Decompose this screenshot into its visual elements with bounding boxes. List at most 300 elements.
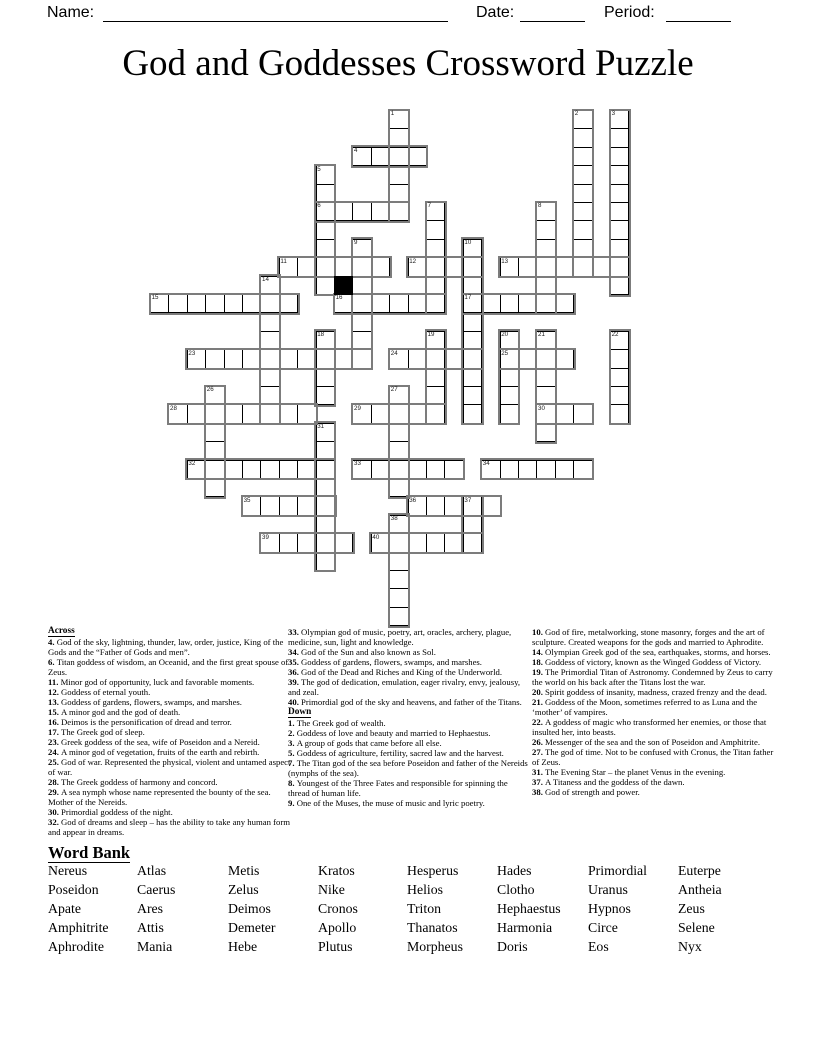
grid-cell	[592, 257, 611, 276]
grid-cell	[260, 496, 279, 515]
cell-number: 18	[317, 331, 325, 339]
grid-cell	[389, 441, 408, 460]
word-bank-item: Thanatos	[407, 920, 458, 935]
grid-cell	[389, 202, 408, 221]
grid-cell	[426, 276, 445, 295]
clue-item: 31. The Evening Star – the planet Venus in the evening.	[532, 767, 726, 777]
grid-cell	[352, 331, 371, 350]
grid-cell	[334, 349, 353, 368]
grid-cell	[573, 257, 592, 276]
grid-cell	[316, 276, 335, 295]
grid-cell	[352, 312, 371, 331]
cell-number: 20	[501, 331, 509, 339]
cell-number: 29	[354, 404, 361, 412]
grid-cell	[316, 386, 335, 405]
word-bank-item: Antheia	[678, 882, 722, 897]
word-bank-item: Atlas	[137, 863, 167, 878]
cell-number: 30	[538, 404, 545, 412]
grid-cell	[205, 460, 224, 479]
word-bank-item: Euterpe	[678, 863, 721, 878]
grid-cell	[536, 257, 555, 276]
grid-cell	[389, 404, 408, 423]
cell-number: 14	[262, 276, 269, 283]
grid-cell	[260, 404, 279, 423]
word-bank-item: Triton	[407, 901, 442, 916]
grid-cell	[610, 165, 629, 184]
cell-number: 34	[482, 460, 490, 467]
word-bank-item: Apate	[48, 901, 81, 916]
grid-cell	[426, 368, 445, 387]
word-bank	[48, 861, 778, 956]
cell-number: 26	[206, 386, 214, 394]
grid-cell	[168, 294, 187, 313]
word-bank-item: Plutus	[318, 939, 353, 954]
clue-item: 27. The god of time. Not to be confused with Cronus, the Titan father of Zeus.	[532, 747, 774, 767]
grid-cell	[371, 147, 390, 166]
grid-cell	[444, 533, 463, 552]
cell-number: 15	[151, 294, 159, 302]
grid-cell	[389, 165, 408, 184]
grid-cell	[481, 496, 500, 515]
clue-item: 19. The Primordial Titan of Astronomy. Condemned by Zeus to carry the world on his back after the Titans lost the war.	[532, 667, 773, 687]
cell-number: 9	[354, 239, 358, 247]
grid-cell	[205, 423, 224, 442]
clue-item: 17. The Greek god of sleep.	[48, 726, 145, 737]
word-bank-item: Circe	[588, 920, 618, 935]
grid-cell	[224, 294, 243, 313]
grid-cell	[242, 404, 261, 423]
grid-cell	[426, 294, 445, 313]
grid-cell	[573, 404, 592, 423]
word-bank-item: Hesperus	[407, 863, 459, 878]
clue-item: 30. Primordial goddess of the night.	[48, 806, 173, 817]
clue-item: 12. Goddess of eternal youth.	[48, 686, 151, 697]
grid-cell	[316, 460, 335, 479]
grid-cell	[555, 349, 574, 368]
grid-cell	[297, 257, 316, 276]
grid-cell	[371, 404, 390, 423]
word-bank-item: Cronos	[318, 901, 358, 916]
grid-cell	[555, 404, 574, 423]
grid-cell	[389, 533, 408, 552]
across-heading: Across	[48, 626, 75, 636]
clue-item: 34. God of the Sun and also known as Sol.	[288, 647, 436, 657]
grid-cell	[242, 460, 261, 479]
grid-cell	[316, 441, 335, 460]
grid-cell	[260, 368, 279, 387]
grid-cell	[536, 220, 555, 239]
grid-cell	[371, 257, 390, 276]
grid-cell	[610, 184, 629, 203]
word-bank-item: Clotho	[497, 882, 535, 897]
word-bank-item: Aphrodite	[48, 939, 104, 954]
word-bank-item: Morpheus	[407, 939, 463, 954]
clue-item: 2. Goddess of love and beauty and married to Hephaestus.	[288, 727, 491, 738]
grid-cell	[426, 404, 445, 423]
clue-item: 8. Youngest of the Three Fates and responsible for spinning the thread of human life.	[288, 777, 508, 798]
clue-item: 16. Deimos is the personification of dread and terror.	[48, 716, 232, 727]
grid-cell	[205, 349, 224, 368]
grid-cell	[389, 128, 408, 147]
grid-cell	[371, 202, 390, 221]
grid-cell	[481, 294, 500, 313]
word-bank-item: Hades	[497, 863, 532, 878]
word-bank-item: Nereus	[48, 863, 88, 878]
grid-cell	[389, 423, 408, 442]
cell-number: 24	[390, 349, 398, 357]
grid-cell	[573, 165, 592, 184]
grid-cell	[518, 257, 537, 276]
grid-cell	[463, 349, 482, 368]
grid-cell	[389, 147, 408, 166]
grid-cell	[463, 276, 482, 295]
grid-cell	[279, 460, 298, 479]
word-bank-item: Kratos	[318, 863, 355, 878]
grid-cell	[352, 202, 371, 221]
grid-cell	[297, 496, 316, 515]
grid-cell	[408, 533, 427, 552]
clue-item: 5. Goddess of agriculture, fertility, sacred law and the harvest.	[288, 747, 504, 758]
grid-cell	[260, 331, 279, 350]
grid-cell	[500, 294, 519, 313]
grid-cell	[500, 368, 519, 387]
cell-number: 5	[317, 165, 321, 173]
clue-item: 14. Olympian Greek god of the sea, earthquakes, storms, and horses.	[532, 647, 771, 657]
grid-cell	[260, 294, 279, 313]
word-bank-item: Deimos	[228, 901, 271, 916]
grid-cell	[279, 294, 298, 313]
grid-cell	[518, 294, 537, 313]
grid-cell	[610, 239, 629, 258]
grid-cell	[316, 220, 335, 239]
grid-cell	[463, 404, 482, 423]
grid-cell	[610, 128, 629, 147]
grid-cell	[408, 147, 427, 166]
word-bank-item: Harmonia	[497, 920, 553, 935]
down-heading: Down	[288, 707, 312, 717]
grid-cell	[260, 312, 279, 331]
grid-cell	[536, 460, 555, 479]
cell-number: 17	[464, 294, 472, 302]
grid-cell	[536, 294, 555, 313]
grid-cell	[205, 441, 224, 460]
cell-number: 10	[464, 239, 472, 247]
cell-number: 13	[501, 257, 509, 265]
cell-number: 19	[427, 331, 435, 339]
clue-item: 18. Goddess of victory, known as the Winged Goddess of Victory.	[532, 657, 762, 667]
clue-item: 29. A sea nymph whose name represented the bounty of the sea. Mother of the Nereids.	[48, 786, 271, 807]
word-bank-item: Ares	[137, 901, 164, 916]
cell-number: 28	[170, 404, 177, 412]
word-bank-item: Uranus	[588, 882, 628, 897]
grid-cell	[279, 349, 298, 368]
cell-number: 3	[611, 110, 616, 118]
grid-cell	[316, 552, 335, 571]
grid-cell	[316, 515, 335, 534]
clue-item: 39. The god of dedication, emulation, eager rivalry, envy, jealousy, and zeal.	[288, 677, 521, 697]
clue-item: 4. God of the sky, lightning, thunder, law, order, justice, King of the Gods and the “Father of Gods and men”.	[48, 636, 284, 657]
grid-cell	[426, 220, 445, 239]
grid-cell	[205, 478, 224, 497]
clue-item: 32. God of dreams and sleep – has the ability to take any human form and appear in dreams.	[48, 816, 290, 837]
grid-cell	[389, 184, 408, 203]
grid-cell	[352, 257, 371, 276]
clue-item: 33. Olympian god of music, poetry, art, oracles, archery, plague, medicine, sun, light and knowledge.	[288, 627, 512, 647]
clue-item: 13. Goddess of gardens, flowers, swamps, and marshes.	[48, 696, 242, 707]
clue-item: 9. One of the Muses, the muse of music and lyric poetry.	[288, 797, 485, 808]
grid-cell	[316, 478, 335, 497]
grid-cell	[463, 368, 482, 387]
grid-cell	[426, 349, 445, 368]
grid-cell	[500, 386, 519, 405]
grid-cell	[316, 239, 335, 258]
word-bank-item: Selene	[678, 920, 715, 935]
grid-cell	[536, 368, 555, 387]
grid-cell	[352, 276, 371, 295]
clue-item: 25. God of war. Represented the physical, violent and untamed aspect of war.	[48, 756, 291, 777]
grid-cell	[389, 478, 408, 497]
word-bank-item: Attis	[137, 920, 164, 935]
grid-cell	[334, 533, 353, 552]
grid-cell	[536, 239, 555, 258]
clue-item: 3. A group of gods that came before all else.	[288, 737, 442, 748]
grid-cell	[610, 147, 629, 166]
grid-cell	[573, 147, 592, 166]
grid-cell	[371, 460, 390, 479]
grid-cell	[610, 404, 629, 423]
grid-cell	[518, 349, 537, 368]
grid-cell	[555, 460, 574, 479]
grid-cell	[297, 460, 316, 479]
cell-number: 23	[188, 349, 196, 357]
word-bank-item: Zelus	[228, 882, 259, 897]
name-blank-line	[103, 21, 448, 22]
cell-number: 12	[409, 257, 417, 265]
grid-cell	[316, 349, 335, 368]
word-bank-item: Zeus	[678, 901, 705, 916]
clue-item: 11. Minor god of opportunity, luck and favorable moments.	[48, 676, 255, 687]
down-clues-part1	[288, 718, 531, 808]
cell-number: 27	[390, 386, 398, 394]
period-label: Period:	[604, 4, 655, 21]
grid-cell	[426, 386, 445, 405]
cell-number: 33	[354, 460, 361, 467]
grid-cell	[555, 257, 574, 276]
period-blank-line	[666, 21, 731, 22]
grid-cell	[426, 460, 445, 479]
word-bank-heading: Word Bank	[48, 843, 131, 862]
cell-number: 6	[317, 202, 321, 210]
grid-cell	[260, 460, 279, 479]
grid-cell	[187, 404, 206, 423]
grid-cell	[408, 349, 427, 368]
grid-cell	[279, 533, 298, 552]
date-label: Date:	[476, 4, 515, 21]
date-blank-line	[520, 21, 585, 22]
grid-cell	[610, 202, 629, 221]
grid-cell	[205, 404, 224, 423]
clue-item: 35. Goddess of gardens, flowers, swamps, and marshes.	[288, 657, 482, 667]
cell-number: 4	[354, 147, 358, 155]
grid-cell	[463, 515, 482, 534]
black-cell	[334, 276, 353, 295]
word-bank-item: Poseidon	[48, 882, 99, 897]
clue-item: 23. Greek goddess of the sea, wife of Poseidon and a Nereid.	[48, 736, 260, 747]
grid-cell	[316, 257, 335, 276]
cell-number: 37	[464, 496, 472, 504]
grid-cell	[463, 533, 482, 552]
clue-item: 20. Spirit goddess of insanity, madness, crazed frenzy and the dead.	[532, 687, 767, 697]
word-bank-item: Eos	[588, 939, 609, 954]
grid-cell	[426, 533, 445, 552]
grid-cell	[352, 349, 371, 368]
grid-cell	[536, 276, 555, 295]
grid-cell	[187, 294, 206, 313]
grid-cell	[408, 404, 427, 423]
word-bank-item: Apollo	[318, 920, 357, 935]
grid-cell	[463, 386, 482, 405]
grid-cell	[536, 423, 555, 442]
clue-item: 1. The Greek god of wealth.	[288, 717, 386, 728]
cell-number: 11	[280, 257, 287, 265]
grid-cell	[316, 496, 335, 515]
grid-cell	[573, 184, 592, 203]
grid-cell	[316, 533, 335, 552]
word-bank-item: Hebe	[228, 939, 258, 954]
clue-item: 15. A minor god and the god of death.	[48, 706, 181, 717]
grid-cell	[573, 460, 592, 479]
cell-number: 8	[538, 202, 542, 210]
word-bank-item: Demeter	[228, 920, 276, 935]
word-bank-item: Mania	[137, 939, 173, 954]
grid-cell	[389, 570, 408, 589]
grid-cell	[573, 220, 592, 239]
across-clues-part1	[48, 637, 291, 837]
grid-cell	[389, 588, 408, 607]
word-bank-item: Nyx	[678, 939, 702, 954]
grid-cell	[610, 349, 629, 368]
clue-item: 7. The Titan god of the sea before Poseidon and father of the Nereids (nymphs of the sea).	[288, 757, 528, 778]
clue-item: 21. Goddess of the Moon, sometimes referred to as Luna and the ‘mother’ of vampires.	[532, 697, 758, 717]
cell-number: 7	[427, 202, 432, 210]
grid-cell	[316, 184, 335, 203]
grid-cell	[297, 533, 316, 552]
grid-cell	[610, 386, 629, 405]
grid-cell	[389, 294, 408, 313]
word-bank-item: Metis	[228, 863, 260, 878]
clue-item: 24. A minor god of vegetation, fruits of the earth and rebirth.	[48, 746, 260, 757]
grid-cell	[610, 257, 629, 276]
clue-item: 22. A goddess of magic who transformed her enemies, or those that insulted her, into beasts.	[532, 717, 767, 737]
word-bank-item: Helios	[407, 882, 444, 897]
grid-cell	[279, 496, 298, 515]
cell-number: 22	[611, 331, 619, 339]
clues-column-2	[288, 627, 531, 808]
cell-number: 35	[243, 496, 251, 504]
grid-cell	[573, 128, 592, 147]
grid-cell	[334, 257, 353, 276]
down-clues-part2	[532, 627, 775, 797]
cell-number: 21	[538, 331, 545, 339]
word-bank-item: Doris	[497, 939, 528, 954]
grid-cell	[242, 294, 261, 313]
grid-cell	[279, 404, 298, 423]
grid-cell	[444, 257, 463, 276]
grid-cell	[426, 239, 445, 258]
clue-item: 10. God of fire, metalworking, stone masonry, forges and the art of sculpture. Created weapons for the gods and married to Aphrodite.	[532, 627, 765, 647]
grid-cell	[536, 386, 555, 405]
cell-number: 40	[372, 533, 380, 541]
grid-cell	[334, 202, 353, 221]
grid-cell	[205, 294, 224, 313]
name-label: Name:	[47, 4, 95, 21]
grid-cell	[297, 404, 316, 423]
cell-number: 25	[501, 349, 509, 357]
grid-cell	[371, 294, 390, 313]
grid-cell	[408, 294, 427, 313]
grid-cell	[536, 349, 555, 368]
grid-cell	[316, 368, 335, 387]
clue-item: 37. A Titaness and the goddess of the dawn.	[532, 777, 685, 787]
grid-cell	[297, 349, 316, 368]
grid-cell	[518, 460, 537, 479]
page-title: God and Goddesses Crossword Puzzle	[122, 43, 694, 84]
clues-column-3	[532, 627, 775, 797]
grid-cell	[463, 331, 482, 350]
clue-item: 38. God of strength and power.	[532, 787, 640, 797]
grid-cell	[610, 220, 629, 239]
clue-item: 28. The Greek goddess of harmony and concord.	[48, 776, 218, 787]
word-bank-item: Hephaestus	[497, 901, 561, 916]
grid-cell	[352, 294, 371, 313]
clue-item: 40. Primordial god of the sky and heavens, and father of the Titans.	[288, 697, 522, 707]
word-bank-item: Hypnos	[588, 901, 631, 916]
cell-number: 16	[335, 294, 343, 302]
grid-cell	[260, 386, 279, 405]
grid-cell	[408, 460, 427, 479]
grid-cell	[463, 312, 482, 331]
cell-number: 31	[317, 423, 325, 431]
grid-cell	[426, 257, 445, 276]
grid-cell	[389, 460, 408, 479]
word-bank-item: Caerus	[137, 882, 176, 897]
grid-cell	[500, 460, 519, 479]
cell-number: 38	[390, 515, 398, 523]
clue-item: 26. Messenger of the sea and the son of Poseidon and Amphitrite.	[532, 737, 761, 747]
across-clues-part2	[288, 627, 531, 707]
grid-cell	[224, 460, 243, 479]
grid-cell	[610, 368, 629, 387]
cell-number: 36	[409, 496, 417, 504]
grid-cell	[610, 276, 629, 295]
grid-cell	[444, 496, 463, 515]
clues-column-1	[48, 626, 291, 837]
grid-cell	[463, 257, 482, 276]
word-bank-item: Amphitrite	[48, 920, 109, 935]
grid-cell	[426, 496, 445, 515]
grid-cell	[260, 349, 279, 368]
grid-cell	[573, 239, 592, 258]
grid-cell	[500, 404, 519, 423]
cell-number: 39	[262, 533, 269, 541]
grid-cell	[389, 607, 408, 626]
grid-cell	[242, 349, 261, 368]
cell-number: 32	[188, 460, 196, 467]
clue-item: 36. God of the Dead and Riches and King of the Underworld.	[288, 667, 502, 677]
grid-cell	[573, 202, 592, 221]
grid-cell	[389, 552, 408, 571]
grid-cell	[444, 349, 463, 368]
